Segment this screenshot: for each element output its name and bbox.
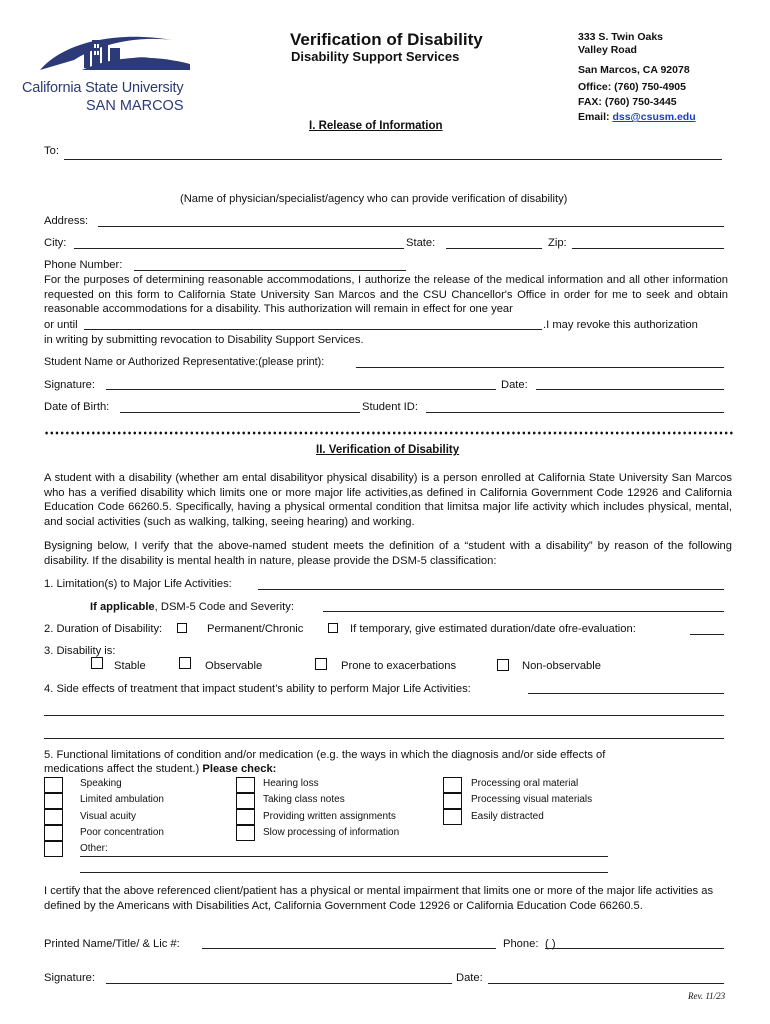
zip-field[interactable] (572, 248, 724, 249)
q2-label: 2. Duration of Disability: (44, 623, 163, 635)
city-label: City: (44, 237, 67, 249)
signature-field[interactable] (106, 389, 496, 390)
signature2-field[interactable] (106, 983, 452, 984)
dotted-divider (44, 431, 734, 435)
easily-distracted-checkbox[interactable] (443, 809, 462, 825)
printed-name-field[interactable] (202, 948, 496, 949)
dob-label: Date of Birth: (44, 401, 110, 413)
logo-line2: SAN MARCOS (86, 98, 184, 114)
q3-prone: Prone to exacerbations (341, 660, 457, 672)
speaking-checkbox[interactable] (44, 777, 63, 793)
definition-text: A student with a disability (whether am ental disabilityor physical disability) is a person enrolled at California State University San Marcos who has a verified disability which limits one or more major life activities,as defined in California Government Code 12926 and California Education Code 66260.5. Specifically, having a physical ormental condition that limitsa major life activity which includes physical, mental, and social activities (such as walking, talking, seeing hearing) and working. (44, 472, 732, 528)
or-until-label: or until (44, 319, 78, 331)
col1-labels (80, 776, 164, 857)
q2-opt1: Permanent/Chronic (207, 623, 304, 635)
col3-labels (471, 776, 592, 825)
date2-field[interactable] (488, 983, 724, 984)
revision-label: Rev. 11/23 (688, 991, 726, 1001)
observable-checkbox[interactable] (179, 657, 191, 669)
authorization-text: For the purposes of determining reasonable accommodations, I authorize the release of the medical information and all other information requested on this form to California State University San Marcos and the CSU Chancellor's Office in order for me to seek and obtain reasonable accommodations for a disability. This authorization will remain in effect for one year (44, 274, 728, 315)
q3-observable: Observable (205, 660, 263, 672)
q3-label: 3. Disability is: (44, 645, 116, 657)
if-applicable-row (90, 600, 294, 614)
page-subtitle: Disability Support Services (291, 49, 460, 64)
contact-street: 333 S. Twin Oaks (578, 31, 664, 43)
contact-block (578, 30, 696, 125)
q2-opt2: If temporary, give estimated duration/date ofre-evaluation: (350, 623, 636, 635)
contact-office: Office: (760) 750-4905 (578, 81, 686, 93)
date2-label: Date: (456, 972, 483, 984)
prone-checkbox[interactable] (315, 658, 327, 670)
q5-text: 5. Functional limitations of condition and/or medication (e.g. the ways in which the diagnosis and/or side effects of (44, 749, 606, 761)
revoke-text2: in writing by submitting revocation to Disability Support Services. (44, 334, 364, 346)
q5-please-check: Please check: (202, 763, 277, 775)
student-id-field[interactable] (426, 412, 724, 413)
label-other: Other: (80, 843, 108, 855)
q4-field[interactable] (528, 693, 724, 694)
label-poor-concentration: Poor concentration (80, 826, 164, 838)
address-label: Address: (44, 215, 89, 227)
csusm-logo (22, 26, 202, 116)
phone2-parens: ( ) (545, 938, 556, 950)
written-assignments-checkbox[interactable] (236, 809, 255, 825)
other-field[interactable] (80, 856, 608, 857)
phone-label: Phone Number: (44, 259, 123, 271)
taking-notes-checkbox[interactable] (236, 793, 255, 809)
q5-text2: medications affect the student.) (44, 763, 200, 775)
state-field[interactable] (446, 248, 542, 249)
visual-acuity-checkbox[interactable] (44, 809, 63, 825)
other-checkbox[interactable] (44, 841, 63, 857)
address-field[interactable] (98, 226, 724, 227)
label-taking-notes: Taking class notes (263, 794, 345, 806)
oral-material-checkbox[interactable] (443, 777, 462, 793)
logo-line1: California State University (22, 80, 184, 96)
zip-label: Zip: (548, 237, 567, 249)
city-field[interactable] (74, 248, 404, 249)
poor-concentration-checkbox[interactable] (44, 825, 63, 841)
q1-field[interactable] (258, 589, 724, 590)
label-easily-distracted: Easily distracted (471, 810, 544, 822)
printed-name-label: Printed Name/Title/ & Lic #: (44, 938, 180, 950)
page-title: Verification of Disability (290, 30, 483, 49)
non-observable-checkbox[interactable] (497, 659, 509, 671)
label-hearing-loss: Hearing loss (263, 778, 319, 789)
contact-city: San Marcos, CA 92078 (578, 64, 690, 76)
temporary-checkbox[interactable] (328, 623, 338, 633)
phone-field[interactable] (134, 270, 406, 271)
email-link[interactable]: dss@csusm.edu (612, 111, 696, 123)
date-field[interactable] (536, 389, 724, 390)
state-label: State: (406, 237, 436, 249)
student-name-field[interactable] (356, 367, 724, 368)
by-signing-text: Bysigning below, I verify that the above-named student meets the definition of a “student with a disability” by reason of the following disability. If the disability is mental health in nature, please provide the DSM-5 classification: (44, 540, 732, 567)
slow-processing-checkbox[interactable] (236, 825, 255, 841)
label-oral-material: Processing oral material (471, 778, 579, 789)
section2-heading: II. Verification of Disability (316, 444, 460, 456)
q5-text2-row (44, 762, 276, 776)
contact-email-row (578, 110, 696, 125)
certify-text: I certify that the above referenced client/patient has a physical or mental impairment that limits one or more of the major life activities as defined by the Americans with Disabilities Act, California Government Code 12926 or California Education Code 66260.5. (44, 885, 714, 912)
hearing-loss-checkbox[interactable] (236, 777, 255, 793)
contact-fax: FAX: (760) 750-3445 (578, 96, 677, 108)
label-slow-processing: Slow processing of information (263, 826, 400, 838)
q4-line3[interactable] (44, 738, 724, 739)
dsm5-field[interactable] (323, 611, 724, 612)
q1-label: 1. Limitation(s) to Major Life Activities: (44, 578, 232, 590)
phone2-field[interactable] (545, 948, 724, 949)
or-until-field[interactable] (84, 329, 542, 330)
label-speaking: Speaking (80, 778, 122, 789)
label-visual-materials: Processing visual materials (471, 794, 593, 806)
q4-label: 4. Side effects of treatment that impact student’s ability to perform Major Life Activities: (44, 683, 471, 695)
q4-line2[interactable] (44, 715, 724, 716)
email-label: Email: (578, 111, 610, 123)
other-line2[interactable] (80, 872, 608, 873)
signature2-label: Signature: (44, 972, 95, 984)
permanent-checkbox[interactable] (177, 623, 187, 633)
dob-field[interactable] (120, 412, 360, 413)
section1-heading: I. Release of Information (309, 120, 443, 132)
q3-stable: Stable (114, 660, 146, 672)
phone2-label: Phone: (503, 938, 539, 950)
q3-non-observable: Non-observable (522, 660, 601, 672)
date-label: Date: (501, 379, 528, 391)
campus-skyline-icon (22, 26, 202, 82)
to-note: (Name of physician/specialist/agency who can provide verification of disability) (180, 193, 568, 205)
student-name-label: Student Name or Authorized Representative:(please print): (44, 356, 325, 368)
to-field[interactable] (64, 159, 722, 160)
label-limited-ambulation: Limited ambulation (80, 794, 164, 806)
limited-ambulation-checkbox[interactable] (44, 793, 63, 809)
visual-materials-checkbox[interactable] (443, 793, 462, 809)
student-id-label: Student ID: (362, 401, 418, 413)
stable-checkbox[interactable] (91, 657, 103, 669)
duration-field[interactable] (690, 634, 724, 635)
signature-label: Signature: (44, 379, 95, 391)
col2-labels (263, 776, 399, 841)
if-applicable-rest: , DSM-5 Code and Severity: (154, 601, 294, 613)
if-applicable-bold: If applicable (90, 601, 155, 613)
revoke-text: .I may revoke this authorization (543, 319, 698, 331)
label-written-assignments: Providing written assignments (263, 810, 396, 822)
contact-street2: Valley Road (578, 44, 637, 56)
label-visual-acuity: Visual acuity (80, 810, 136, 822)
to-label: To: (44, 145, 59, 157)
